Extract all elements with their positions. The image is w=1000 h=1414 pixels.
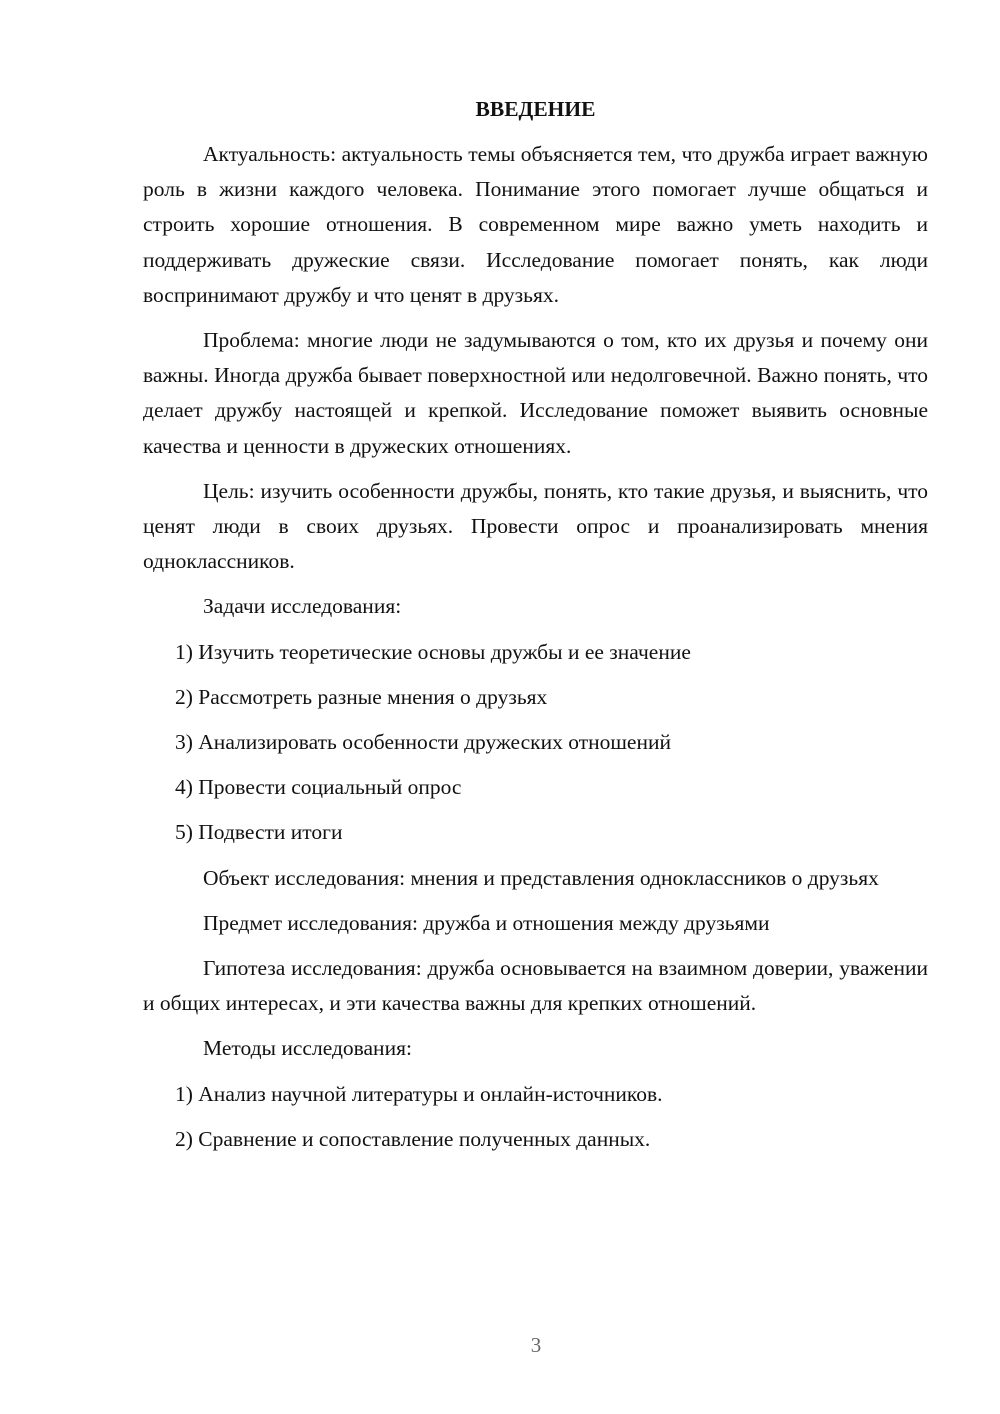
method-item: 2) Сравнение и сопоставление полученных данных. bbox=[175, 1126, 651, 1151]
goal-paragraph: Цель: изучить особенности дружбы, понять, кто такие друзья, и выяснить, что ценят люди в своих друзьях. Провести опрос и проанализировать мнения одноклассников. bbox=[143, 478, 928, 574]
hypothesis-paragraph: Гипотеза исследования: дружба основывается на взаимном доверии, уважении и общих интересах, и эти качества важны для крепких отношений. bbox=[143, 956, 928, 1016]
problem-paragraph: Проблема: многие люди не задумываются о том, кто их друзья и почему они важны. Иногда дружба бывает поверхностной или недолговечной. Важно понять, что делает дружбу настоящей и крепкой. Исследование поможет выявить основные качества и ценности в дружеских отношениях. bbox=[143, 328, 928, 458]
task-item: 3) Анализировать особенности дружеских отношений bbox=[175, 730, 671, 755]
task-item: 1) Изучить теоретические основы дружбы и ее значение bbox=[175, 639, 691, 664]
task-item: 2) Рассмотреть разные мнения о друзьях bbox=[175, 684, 548, 709]
methods-heading: Методы исследования: bbox=[203, 1036, 412, 1061]
methods-list bbox=[143, 1077, 928, 1157]
tasks-heading: Задачи исследования: bbox=[203, 594, 402, 619]
task-item: 5) Подвести итоги bbox=[175, 820, 343, 845]
subject-paragraph: Предмет исследования: дружба и отношения между друзьями bbox=[203, 910, 770, 935]
section-title: ВВЕДЕНИЕ bbox=[475, 97, 596, 121]
object-paragraph: Объект исследования: мнения и представления одноклассников о друзьях bbox=[203, 865, 879, 890]
page-number: 3 bbox=[530, 1333, 542, 1357]
task-item: 4) Провести социальный опрос bbox=[175, 775, 462, 800]
tasks-list bbox=[143, 635, 928, 851]
method-item: 1) Анализ научной литературы и онлайн-источников. bbox=[175, 1081, 663, 1106]
relevance-paragraph: Актуальность: актуальность темы объясняется тем, что дружба играет важную роль в жизни каждого человека. Понимание этого помогает лучше общаться и строить хорошие отношения. В современном мире важно уметь находить и поддерживать дружеские связи. Исследование помогает понять, как люди воспринимают дружбу и что ценят в друзьях. bbox=[143, 142, 928, 307]
page-content bbox=[143, 92, 928, 1167]
